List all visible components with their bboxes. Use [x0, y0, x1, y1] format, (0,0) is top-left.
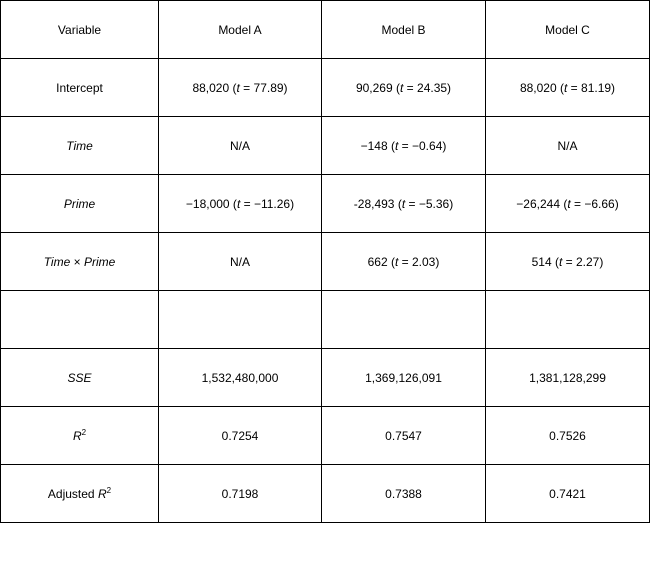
cell-sse-model-c: 1,381,128,299 — [486, 349, 650, 407]
row-label-prime: Prime — [1, 175, 159, 233]
header-model-b: Model B — [322, 1, 486, 59]
cell-prime-model-a: −18,000 (t = −11.26) — [159, 175, 322, 233]
cell-adjusted-r-squared-model-a: 0.7198 — [159, 465, 322, 523]
header-row — [1, 1, 650, 59]
row-label-adjusted-r-squared: Adjusted $R^2$ — [1, 465, 159, 523]
blank-cell — [159, 291, 322, 349]
table-row-sse — [1, 349, 650, 407]
table-row-r-squared — [1, 407, 650, 465]
table-row-time — [1, 117, 650, 175]
row-label-sse: SSE — [1, 349, 159, 407]
cell-interaction-model-b: 662 (t = 2.03) — [322, 233, 486, 291]
cell-prime-model-c: −26,244 (t = −6.66) — [486, 175, 650, 233]
cell-time-model-a: N/A — [159, 117, 322, 175]
row-label-r-squared: $R^2$ — [1, 407, 159, 465]
cell-intercept-model-b: 90,269 (t = 24.35) — [322, 59, 486, 117]
blank-cell — [486, 291, 650, 349]
cell-r-squared-model-a: 0.7254 — [159, 407, 322, 465]
cell-intercept-model-c: 88,020 (t = 81.19) — [486, 59, 650, 117]
cell-time-model-c: N/A — [486, 117, 650, 175]
header-model-c: Model C — [486, 1, 650, 59]
table-row-prime — [1, 175, 650, 233]
header-model-a: Model A — [159, 1, 322, 59]
blank-cell — [322, 291, 486, 349]
cell-prime-model-b: -28,493 (t = −5.36) — [322, 175, 486, 233]
cell-adjusted-r-squared-model-c: 0.7421 — [486, 465, 650, 523]
table-row-time-x-prime — [1, 233, 650, 291]
cell-r-squared-model-b: 0.7547 — [322, 407, 486, 465]
table-row-adjusted-r-squared — [1, 465, 650, 523]
row-label-intercept: Intercept — [1, 59, 159, 117]
row-label-time: Time — [1, 117, 159, 175]
cell-interaction-model-c: 514 (t = 2.27) — [486, 233, 650, 291]
cell-time-model-b: −148 (t = −0.64) — [322, 117, 486, 175]
blank-cell — [1, 291, 159, 349]
cell-r-squared-model-c: 0.7526 — [486, 407, 650, 465]
cell-interaction-model-a: N/A — [159, 233, 322, 291]
table-row-blank — [1, 291, 650, 349]
table-row-intercept — [1, 59, 650, 117]
header-variable: Variable — [1, 1, 159, 59]
cell-adjusted-r-squared-model-b: 0.7388 — [322, 465, 486, 523]
cell-sse-model-a: 1,532,480,000 — [159, 349, 322, 407]
cell-intercept-model-a: 88,020 (t = 77.89) — [159, 59, 322, 117]
row-label-time-x-prime: Time × Prime — [1, 233, 159, 291]
cell-sse-model-b: 1,369,126,091 — [322, 349, 486, 407]
